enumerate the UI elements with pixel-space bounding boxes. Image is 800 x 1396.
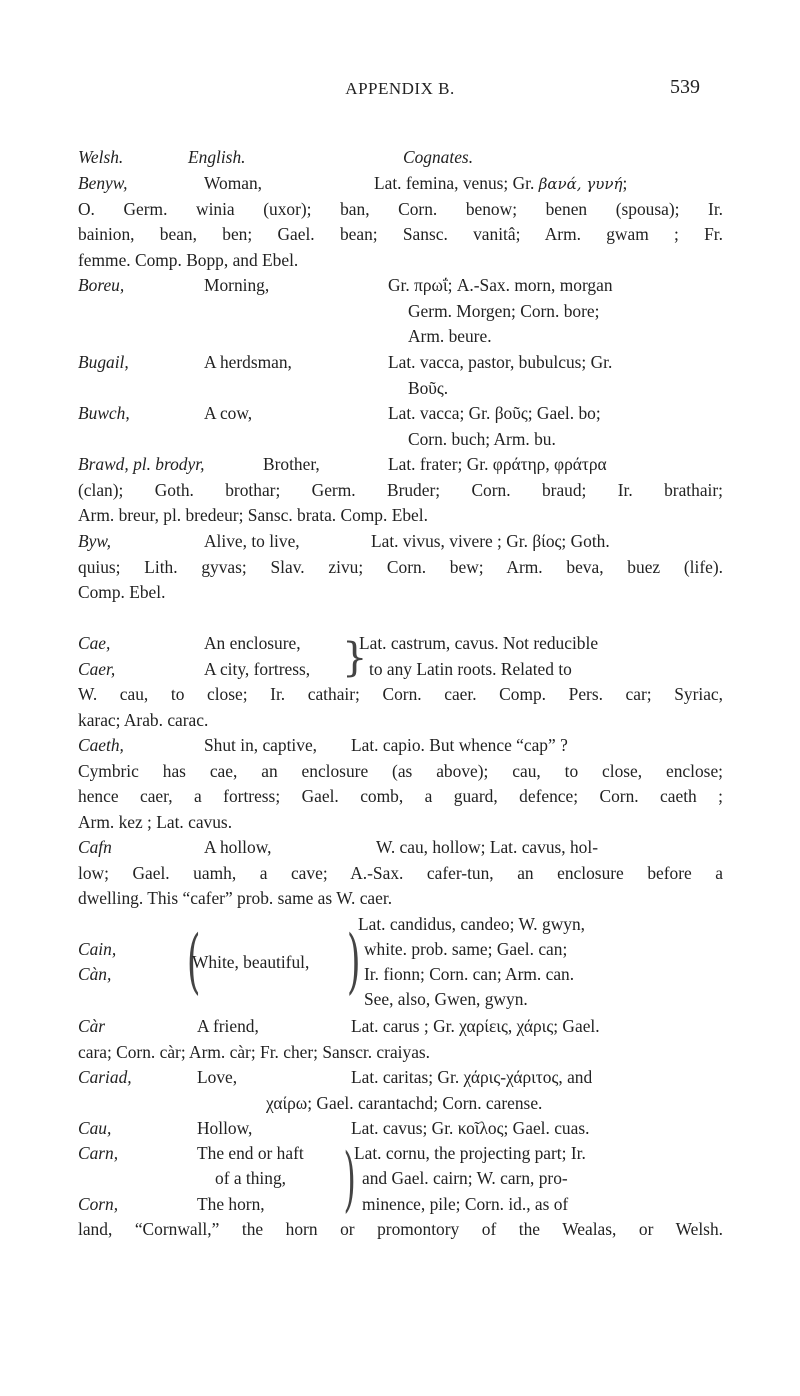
entry-cae-caer — [78, 631, 723, 733]
column-heading-english: English. — [188, 147, 246, 167]
cognates-text: Corn. buch; Arm. bu. — [408, 428, 556, 449]
brace-icon: ) — [346, 920, 361, 1002]
cognates-text: W. cau, hollow; Lat. cavus, hol- — [376, 837, 599, 857]
cognates-text: Lat. vacca, pastor, bubulcus; Gr. — [388, 352, 613, 372]
welsh-word: Cafn — [78, 837, 112, 857]
english-meaning: Alive, to live, — [204, 531, 300, 551]
entry-cau — [78, 1116, 723, 1142]
welsh-word: Cae, — [78, 633, 111, 653]
entry-text-line: low; Gael. uamh, a cave; A.-Sax. cafer-tun, an enclosure before a — [78, 862, 723, 883]
entry-text-line: Cymbric has cae, an enclosure (as above); cau, to close, enclose; — [78, 760, 723, 781]
welsh-word: Càr — [78, 1016, 106, 1036]
cognates-text: Gr. πρωΐ; A.-Sax. morn, morgan — [388, 275, 613, 295]
column-headings — [78, 145, 723, 171]
welsh-word: Boreu, — [78, 275, 125, 295]
cognates-text: Lat. femina, venus; Gr. βανά, γυνή; — [374, 173, 628, 193]
english-meaning: The end or haft — [197, 1143, 304, 1163]
entry-benyw — [78, 171, 723, 273]
cognates-text: Lat. castrum, cavus. Not reducible — [359, 633, 599, 653]
english-meaning: A herdsman, — [204, 352, 292, 372]
brace-icon: } — [342, 635, 368, 681]
english-meaning: Shut in, captive, — [204, 735, 318, 755]
cognates-text: Βοῦς. — [408, 377, 449, 398]
welsh-word: Corn, — [78, 1194, 119, 1214]
welsh-word: Cau, — [78, 1118, 112, 1138]
entry-caeth — [78, 733, 723, 835]
cognates-text: and Gael. cairn; W. carn, pro- — [362, 1168, 568, 1188]
entry-cafn — [78, 835, 723, 912]
cognates-text: χαίρω; Gael. carantachd; Corn. carense. — [266, 1092, 543, 1113]
english-meaning: Morning, — [204, 275, 270, 295]
cognates-text: Germ. Morgen; Corn. bore; — [408, 300, 600, 321]
english-meaning: The horn, — [197, 1194, 265, 1214]
cognates-text: minence, pile; Corn. id., as of — [362, 1194, 569, 1214]
english-meaning: An enclosure, — [204, 633, 301, 653]
entry-text-line: karac; Arab. carac. — [78, 709, 209, 730]
cognates-text: Lat. cavus; Gr. κοῖλος; Gael. cuas. — [351, 1118, 590, 1138]
english-meaning: Woman, — [204, 173, 263, 193]
english-meaning: A friend, — [197, 1016, 259, 1036]
welsh-word: Byw, — [78, 531, 111, 551]
cognates-text: to any Latin roots. Related to — [369, 658, 572, 679]
column-heading-cognates: Cognates. — [403, 147, 474, 167]
entry-car — [78, 1014, 723, 1065]
entry-text-line: bainion, bean, ben; Gael. bean; Sansc. vanitâ; Arm. gwam ; Fr. — [78, 224, 723, 244]
cognates-text: Lat. cornu, the projecting part; Ir. — [354, 1143, 586, 1163]
column-heading-welsh: Welsh. — [78, 147, 124, 167]
english-meaning: A cow, — [204, 403, 253, 423]
welsh-word: Bugail, — [78, 352, 129, 372]
page-header — [0, 76, 800, 106]
english-meaning: Hollow, — [197, 1118, 253, 1138]
entry-text-line: quius; Lith. gyvas; Slav. zivu; Corn. bew; Arm. beva, buez (life). — [78, 556, 723, 577]
welsh-word: Cain, — [78, 939, 117, 959]
entry-text-line: dwelling. This “cafer” prob. same as W. caer. — [78, 888, 393, 908]
entry-text-line: femme. Comp. Bopp, and Ebel. — [78, 249, 299, 270]
english-meaning: A hollow, — [204, 837, 272, 857]
entry-text-line: W. cau, to close; Ir. cathair; Corn. caer. Comp. Pers. car; Syriac, — [78, 684, 723, 704]
entry-brawd — [78, 452, 723, 529]
welsh-word: Caer, — [78, 658, 116, 679]
welsh-word: Cariad, — [78, 1067, 132, 1087]
entry-buwch — [78, 401, 723, 452]
entry-text-line: O. Germ. winia (uxor); ban, Corn. benow; benen (spousa); Ir. — [78, 198, 723, 219]
brace-icon: ( — [186, 920, 201, 1002]
brace-icon: ) — [343, 1138, 356, 1220]
cognates-text: Ir. fionn; Corn. can; Arm. can. — [364, 964, 575, 984]
english-meaning: A city, fortress, — [204, 658, 311, 679]
cognates-text: Lat. candidus, candeo; W. gwyn, — [358, 914, 585, 934]
entry-text-line: Comp. Ebel. — [78, 582, 166, 602]
entry-text-line: Arm. kez ; Lat. cavus. — [78, 811, 233, 832]
entry-cariad — [78, 1065, 723, 1116]
cognates-text: Lat. capio. But whence “cap” ? — [351, 735, 568, 755]
entry-byw — [78, 529, 723, 606]
english-meaning: Brother, — [263, 454, 320, 474]
cognates-text: See, also, Gwen, gwyn. — [364, 989, 528, 1009]
welsh-word: Buwch, — [78, 403, 130, 423]
cognates-text: Lat. frater; Gr. φράτηρ, φράτρα — [388, 454, 607, 474]
cognates-text: Lat. vivus, vivere ; Gr. βίος; Goth. — [371, 531, 610, 551]
entry-bugail — [78, 350, 723, 401]
welsh-word: Caeth, — [78, 735, 124, 755]
cognates-text: Lat. vacca; Gr. βοῦς; Gael. bo; — [388, 403, 601, 423]
entry-text-line: cara; Corn. càr; Arm. càr; Fr. cher; Sanscr. craiyas. — [78, 1041, 431, 1062]
cognates-text: Lat. caritas; Gr. χάρις-χάριτος, and — [351, 1067, 593, 1087]
entry-text-line: Arm. breur, pl. bredeur; Sansc. brata. Comp. Ebel. — [78, 505, 428, 525]
welsh-word: Benyw, — [78, 173, 128, 193]
entry-carn-corn — [78, 1138, 723, 1243]
welsh-word: Càn, — [78, 964, 112, 984]
welsh-word: Carn, — [78, 1143, 119, 1163]
cognates-text: Arm. beure. — [408, 326, 492, 346]
welsh-word: Brawd, pl. brodyr, — [78, 454, 205, 474]
cognates-text: white. prob. same; Gael. can; — [364, 939, 568, 959]
entry-text-line: land, “Cornwall,” the horn or promontory of the Wealas, or Welsh. — [78, 1219, 723, 1239]
entry-cain-can — [78, 912, 723, 1014]
running-title: APPENDIX B. — [345, 79, 455, 98]
english-meaning: of a thing, — [215, 1168, 286, 1188]
english-meaning: White, beautiful, — [192, 952, 310, 972]
cognates-text: Lat. carus ; Gr. χαρίεις, χάρις; Gael. — [351, 1016, 600, 1036]
entry-text-line: hence caer, a fortress; Gael. comb, a guard, defence; Corn. caeth ; — [78, 786, 723, 806]
entry-boreu — [78, 273, 723, 350]
entry-text-line: (clan); Goth. brothar; Germ. Bruder; Corn. braud; Ir. brathair; — [78, 479, 723, 500]
english-meaning: Love, — [197, 1067, 238, 1087]
page-number: 539 — [670, 76, 700, 98]
